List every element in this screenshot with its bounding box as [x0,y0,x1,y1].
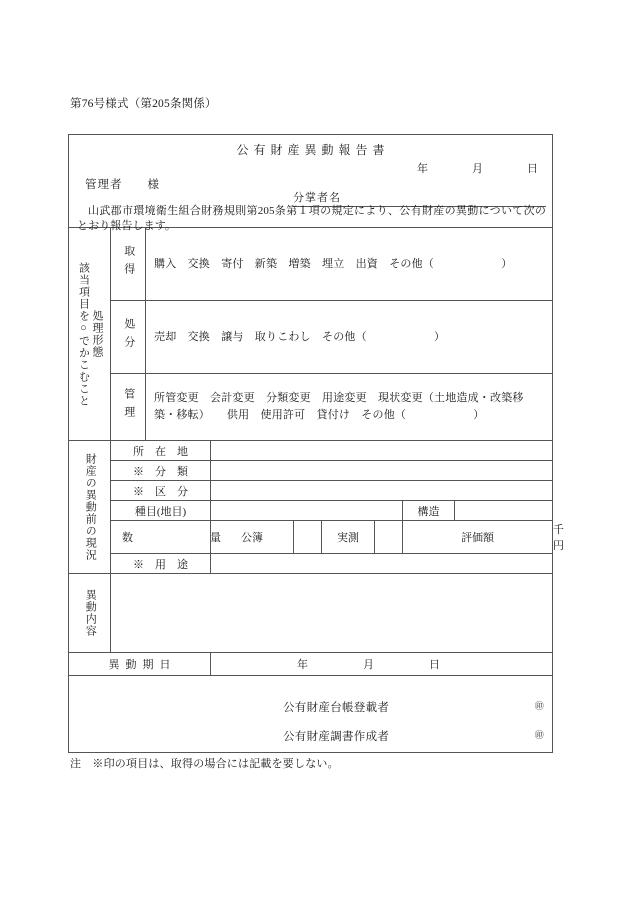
public-property-change-report-form [68,134,565,753]
property-row-division [69,481,553,501]
process-row-management [69,374,553,441]
property-label-classification: ※ 分 類 [111,461,211,481]
property-label-measured: 実測 [322,521,375,554]
process-kind-disposal [111,301,146,374]
form-header-row [69,135,553,228]
property-value-use[interactable] [211,554,553,574]
signature-row [69,676,553,753]
property-value-structure[interactable] [455,501,553,521]
property-label-division: ※ 区 分 [111,481,211,501]
form-number: 第76号様式（第205条関係） [70,98,217,110]
change-date-label: 異動期日 [69,653,211,676]
document-title: 公有財産異動報告書 [236,143,390,157]
addressee: 管理者 様 [85,179,160,191]
process-kind-management [111,374,146,441]
property-label-quantity-text: 数 量 [122,532,232,544]
property-status-vertical-label [69,441,111,574]
process-choices-management[interactable]: 所管変更 会計変更 分類変更 用途変更 現状変更（土地造成・改築移築・移転） 供用 使用許可 貸付け その他（ ） [146,374,553,441]
form-header-cell [69,135,553,232]
property-label-location: 所 在 地 [111,441,211,461]
change-date-value[interactable]: 年 月 日 [211,653,553,676]
property-valuation-unit: 千円 [553,524,565,552]
seal-icon-report-preparer[interactable]: ㊞ [534,730,545,740]
process-kind-acquisition-label: 取得 [122,244,135,281]
signature-block [69,676,553,753]
property-value-item[interactable] [211,501,403,521]
charge-person-name-label: 分掌者名 [293,192,342,204]
process-kind-disposal-label: 処分 [122,317,135,354]
change-content-label: 異動内容 [84,589,97,637]
seal-icon-ledger-registrant[interactable]: ㊞ [534,701,545,711]
property-label-use: ※ 用 途 [111,554,211,574]
process-choices-disposal[interactable]: 売却 交換 譲与 取りこわし その他（ ） [146,301,553,374]
signature-label-report-preparer: 公有財産調書作成者 [283,731,390,743]
process-type-vertical-label [69,228,111,441]
property-label-valuation: 評価額 [403,521,553,554]
process-type-label-main: 処理形態 [91,310,104,358]
process-row-disposal [69,301,553,374]
intro-text: 山武郡市環境衛生組合財務規則第205条第１項の規定により、公有財産の異動について次のとおり報告します。 [77,205,547,232]
property-row-location [69,441,553,461]
change-date-row [69,653,553,676]
property-value-classification[interactable] [211,461,553,481]
report-date-line: 年 月 日 [417,163,539,175]
property-row-quantity [69,521,553,554]
change-content-vertical-label [69,574,111,653]
property-value-measured[interactable] [375,521,403,554]
property-row-classification [69,461,553,481]
property-status-label: 財産の異動前の現況 [84,453,97,561]
property-row-item-structure [69,501,553,521]
property-value-ledger[interactable] [294,521,322,554]
property-value-location[interactable] [211,441,553,461]
property-label-quantity [111,521,232,554]
process-type-label-sub: 該当項目を○でかこむこと [77,261,90,407]
property-row-use [69,554,553,574]
process-choices-acquisition[interactable]: 購入 交換 寄付 新築 増築 埋立 出資 その他（ ） [146,228,553,301]
process-row-acquisition [69,228,553,301]
change-content-row [69,574,553,653]
change-content-value[interactable] [111,574,553,653]
process-kind-management-label: 管理 [122,387,135,424]
property-label-structure: 構造 [403,501,455,521]
process-kind-acquisition [111,228,146,301]
footnote: 注 ※印の項目は、取得の場合には記載を要しない。 [70,758,339,770]
property-value-division[interactable] [211,481,553,501]
property-label-ledger: 公簿 [211,521,294,554]
property-label-item: 種目(地目) [111,501,211,521]
signature-label-ledger-registrant: 公有財産台帳登載者 [283,702,390,714]
